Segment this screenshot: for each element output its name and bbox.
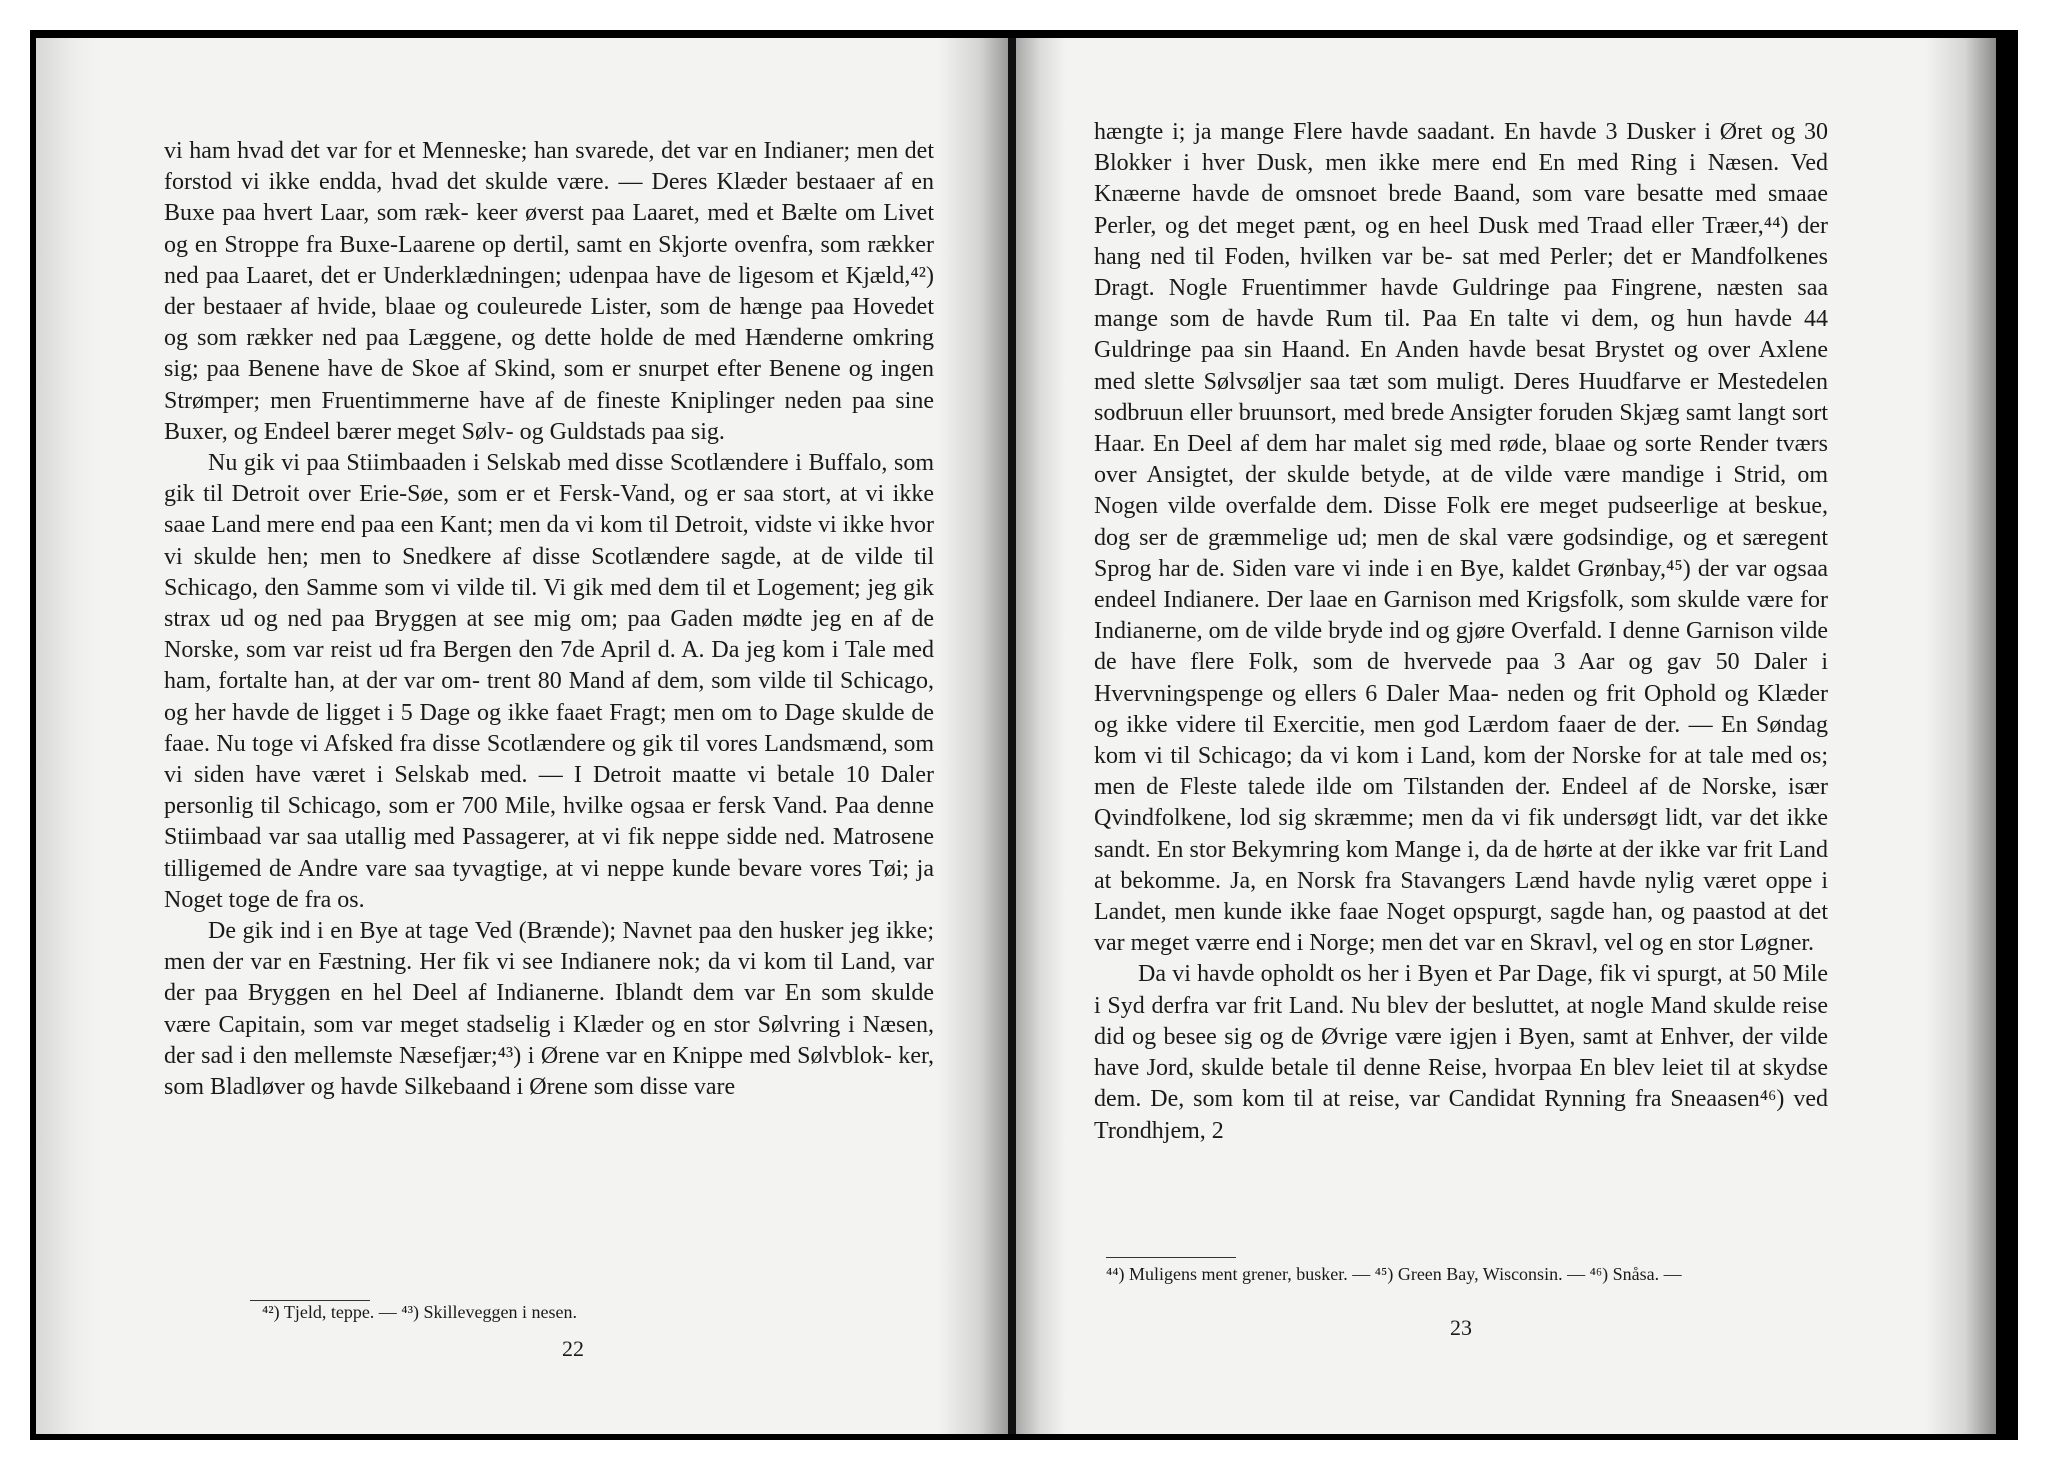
right-paragraph-1: hængte i; ja mange Flere havde saadant. En havde 3 Dusker i Øret og 30 Blokker i hver Dusk, men ikke mere end En med Ring i Næsen. Ved Knæerne havde de omsnoet brede Baand, som vare besatte med smaae Perler, og det meget pænt, og en heel Dusk med Traad eller Træer,⁴⁴) der hang ned til Foden, hvilken var be- sat med Perler; det er Mandfolkenes Dragt. Nogle Fruentimmer havde Guldringe paa Fingrene, næsten saa mange som de havde Rum til. Paa En talte vi dem, og hun havde 44 Guldringe paa sin Haand. En Anden havde besat Brystet og over Axlene med slette Sølvsøljer saa tæt som muligt. Deres Huudfarve er Mestedelen sodbruun eller bruunsort, med brede Ansigter foruden Skjæg samt langt sort Haar. En Deel af dem har malet sig med røde, blaae og sorte Render tværs over Ansigtet, der skulde betyde, at de vilde være mandige i Strid, om Nogen vilde overfalde dem. Disse Folk ere meget pudseerlige at beskue, dog ser de græmmelige ud; men de skal være godsindige, og et særegent Sprog har de. Siden vare vi inde i en Bye, kaldet Grønbay,⁴⁵) der var ogsaa endeel Indianere. Der laae en Garnison med Krigsfolk, som skulde være for Indianerne, om de vilde bryde ind og gjøre Overfald. I denne Garnison vilde de have flere Folk, som de hvervede paa 3 Aar og gav 50 Daler i Hvervningspenge og ellers 6 Daler Maa- neden og frit Ophold og Klæder og ikke videre til Exercitie, men god Lærdom faaer de der. — En Søndag kom vi til Schicago; da vi kom i Land, kom der Norske for at tale med os; men de Fleste talede ilde om Tilstanden der. Endeel af de Norske, især Qvindfolkene, lod sig skræmme; men da vi fik undersøgt lidt, var det ikke sandt. En stor Bekymring kom Mange i, da de hørte at der ikke var frit Land at bekomme. Ja, en Norsk fra Stavangers Lænd havde nylig været oppe i Landet, men kunde ikke faae Noget opspurgt, sagde han, og paastod at det var meget værre end i Norge; men det var en Skravl, vel og en stor Løgner. — [1094, 119, 1828, 957]
right-page-number: 23 — [1450, 1315, 1472, 1340]
right-page-body — [1094, 117, 1828, 1147]
left-page-gutter-shadow — [938, 38, 1008, 1434]
left-footnote: ⁴²) Tjeld, teppe. — ⁴³) Skilleveggen i nesen. — [262, 1302, 577, 1322]
left-page-number: 22 — [562, 1336, 584, 1361]
left-page-body — [164, 136, 934, 1103]
left-page-edge-shadow — [36, 38, 96, 1434]
right-page-edge-shadow — [1926, 38, 1996, 1434]
right-paragraph-2: Da vi havde opholdt os her i Byen et Par Dage, fik vi spurgt, at 50 Mile i Syd derfra var frit Land. Nu blev der besluttet, at nogle Mand skulde reise did og besee sig og de Øvrige være igjen i Byen, samt at Enhver, der vilde have Jord, skulde betale til denne Reise, hvorpaa En blev leiet til at skydse dem. De, som kom til at reise, var Candidat Rynning fra Sneaasen⁴⁶) ved Trondhjem, 2 — [1094, 961, 1828, 1144]
left-paragraph-2: Nu gik vi paa Stiimbaaden i Selskab med disse Scotlændere i Buffalo, som gik til Detroit over Erie-Søe, som er et Fersk-Vand, og er saa stort, at vi ikke saae Land mere end paa een Kant; men da vi kom til Detroit, vidste vi ikke hvor vi skulde hen; men to Snedkere af disse Scotlændere sagde, at de vilde til Schicago, den Samme som vi vilde til. Vi gik med dem til et Logement; jeg gik strax ud og ned paa Bryggen at see mig om; paa Gaden mødte jeg en af de Norske, som var reist ud fra Bergen den 7de April d. A. Da jeg kom i Tale med ham, fortalte han, at der var om- trent 80 Mand af dem, som vilde til Schicago, og her havde de ligget i 5 Dage og ikke faaet Fragt; men om to Dage skulde de faae. Nu toge vi Afsked fra disse Scotlændere og gik til vores Landsmænd, som vi siden have været i Selskab med. — I Detroit maatte vi betale 10 Daler personlig til Schicago, som er 700 Mile, hvilke ogsaa er fersk Vand. Paa denne Stiimbaad var saa utallig med Passagerer, at vi fik neppe sidde ned. Matrosene tilligemed de Andre vare saa tyvagtige, at vi neppe kunde bevare vores Tøi; ja Noget toge de fra os. — [164, 450, 934, 913]
left-paragraph-1: vi ham hvad det var for et Menneske; han svarede, det var en Indianer; men det forstod vi ikke endda, hvad det skulde være. — Deres Klæder bestaaer af en Buxe paa hvert Laar, som ræk- keer øverst paa Laaret, med et Bælte om Livet og en Stroppe fra Buxe-Laarene op dertil, samt en Skjorte ovenfra, som rækker ned paa Laaret, det er Underklædningen; udenpaa have de ligesom et Kjæld,⁴²) der bestaaer af hvide, blaae og couleurede Lister, som de hænge paa Hovedet og som rækker ned paa Læggene, og dette holde de med Hænderne omkring sig; paa Benene have de Skoe af Skind, som er snurpet efter Benene og ingen Strømper; men Fruentimmerne have af de fineste Kniplinger neden paa sine Buxer, og Endeel bærer meget Sølv- og Guldstads paa sig. — [164, 138, 934, 445]
right-page-gutter-shadow — [1016, 38, 1066, 1434]
left-paragraph-3: De gik ind i en Bye at tage Ved (Brænde); Navnet paa den husker jeg ikke; men der var en Fæstning. Her fik vi see Indianere nok; da vi kom til Land, var der paa Bryggen en hel Deel af Indianerne. Iblandt dem var En som skulde være Capitain, som var meget stadselig i Klæder og en stor Sølvring i Næsen, der sad i den mellemste Næsefjær;⁴³) i Ørene var en Knippe med Sølvblok- ker, som Bladløver og havde Silkebaand i Ørene som disse vare — [164, 918, 934, 1101]
right-footnote: ⁴⁴) Muligens ment grener, busker. — ⁴⁵) Green Bay, Wisconsin. — ⁴⁶) Snåsa. — — [1106, 1264, 1682, 1284]
right-footnote-rule — [1106, 1257, 1236, 1258]
book-gutter — [1008, 38, 1016, 1434]
